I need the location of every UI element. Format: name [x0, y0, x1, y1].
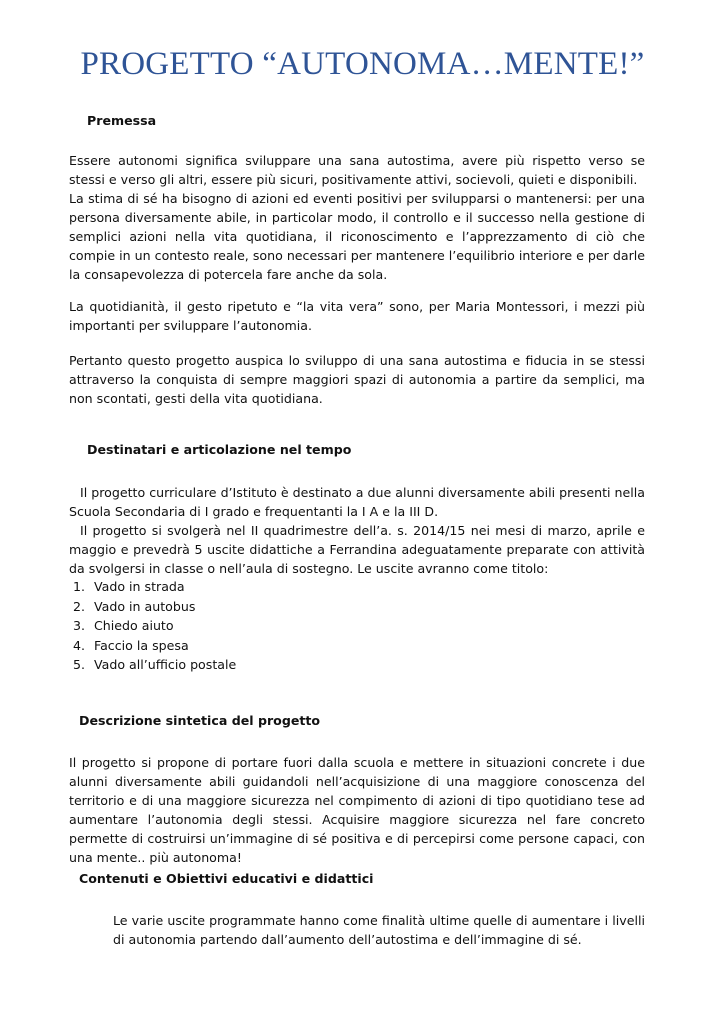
destinatari-paragraph-2: Il progetto si svolgerà nel II quadrimestre dell’a. s. 2014/15 nei mesi di marzo, aprile e maggio e prevedrà 5 uscite didattiche a Ferrandina adeguatamente preparate con attività da svolgersi in classe o nell’aula di sostegno. Le uscite avranno come titolo:	[69, 523, 645, 576]
uscite-list	[69, 577, 236, 675]
premessa-block-2	[69, 297, 645, 335]
destinatari-paragraph-1: Il progetto curriculare d’Istituto è destinato a due alunni diversamente abili presenti nella Scuola Secondaria di I grado e frequentanti la I A e la III D.	[69, 485, 645, 519]
list-item-label: Vado in autobus	[94, 598, 196, 614]
descrizione-paragraph: Il progetto si propone di portare fuori dalla scuola e mettere in situazioni concrete i due alunni diversamente abili guidandoli nell’acquisizione di una maggiore conoscenza del territorio e di una maggiore sicurezza nel compimento di azioni di tipo quotidiano tese ad aumentare l’autonomia degli stessi. Acquisire maggiore sicurezza nel fare concreto permette di costruirsi un’immagine di sé positiva e di percepirsi come persone capaci, con una mente.. più autonoma!	[69, 755, 645, 865]
premessa-block-1	[69, 151, 645, 284]
list-item-label: Chiedo aiuto	[94, 618, 174, 634]
list-item-label: Vado all’ufficio postale	[94, 657, 237, 673]
premessa-paragraph-2: La stima di sé ha bisogno di azioni ed eventi positivi per svilupparsi o mantenersi: per una persona diversamente abile, in particolar modo, il controllo e il successo nella gestione di semplici azioni nella vita quotidiana, il riconoscimento e l’apprezzamento di ciò che compie in un contesto reale, sono necessari per mantenere l’equilibrio interiore e per darle la consapevolezza di potercela fare anche da sola.	[69, 191, 645, 282]
list-item-label: Faccio la spesa	[94, 637, 189, 653]
list-item-number: 4.	[73, 637, 86, 653]
premessa-paragraph-3: La quotidianità, il gesto ripetuto e “la vita vera” sono, per Maria Montessori, i mezzi più importanti per sviluppare l’autonomia.	[69, 299, 645, 333]
descrizione-block	[69, 753, 645, 867]
contenuti-block	[113, 911, 645, 949]
section-heading-premessa: Premessa	[87, 113, 157, 128]
list-item	[69, 577, 236, 597]
list-item	[69, 655, 236, 675]
contenuti-paragraph: Le varie uscite programmate hanno come finalità ultime quelle di aumentare i livelli di autonomia partendo dall’aumento dell’autostima e dell’immagine di sé.	[113, 913, 645, 947]
document-title: PROGETTO “AUTONOMA…MENTE!”	[80, 46, 645, 82]
list-item	[69, 616, 236, 636]
section-heading-contenuti: Contenuti e Obiettivi educativi e didattici	[79, 871, 374, 886]
list-item	[69, 597, 236, 617]
destinatari-block	[69, 483, 645, 578]
list-item-number: 5.	[73, 657, 86, 673]
section-heading-descrizione: Descrizione sintetica del progetto	[79, 713, 321, 728]
premessa-block-3	[69, 351, 645, 408]
list-item-number: 1.	[73, 579, 86, 594]
list-item-label: Vado in strada	[94, 579, 185, 594]
premessa-paragraph-4: Pertanto questo progetto auspica lo sviluppo di una sana autostima e fiducia in se stessi attraverso la conquista di sempre maggiori spazi di autonomia a partire da semplici, ma non scontati, gesti della vita quotidiana.	[69, 353, 645, 406]
list-item-number: 2.	[73, 598, 86, 614]
section-heading-destinatari: Destinatari e articolazione nel tempo	[87, 442, 352, 457]
list-item-number: 3.	[73, 618, 86, 634]
list-item	[69, 636, 236, 656]
premessa-paragraph-1: Essere autonomi significa sviluppare una sana autostima, avere più rispetto verso se stessi e verso gli altri, essere più sicuri, positivamente attivi, socievoli, quieti e disponibili.	[69, 153, 645, 187]
